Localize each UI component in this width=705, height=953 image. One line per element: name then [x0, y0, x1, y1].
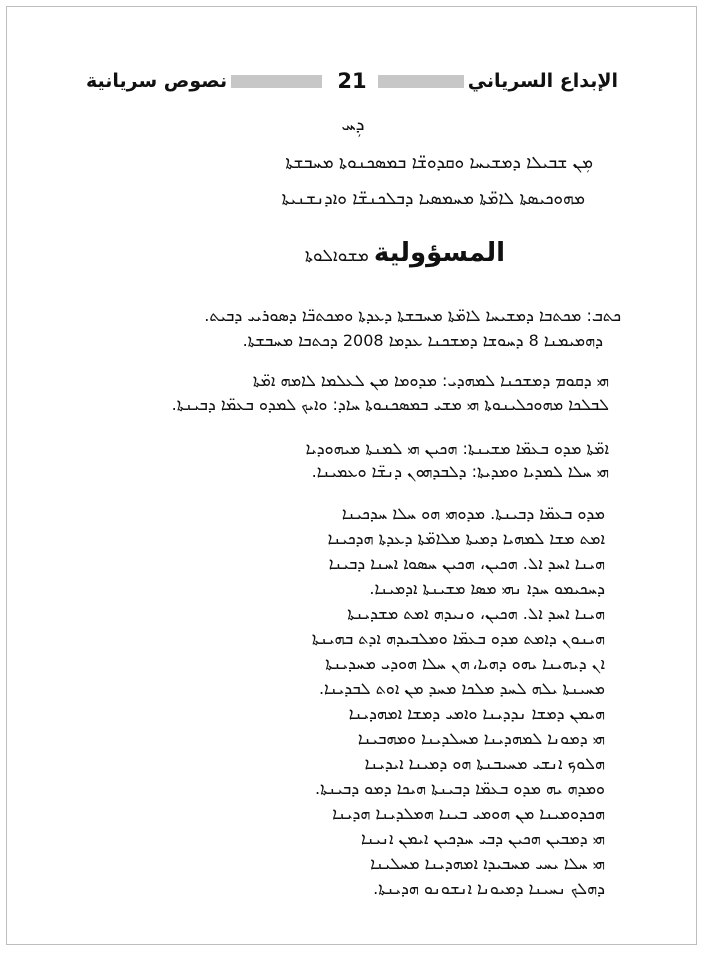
dateline-mid: ܕܚܘܫܐ ܕܡܫܟܢܐ ܥܕܡܐ — [388, 331, 524, 350]
body-line: ܐܡܬ ܡܫܐ ܠܡܗܝܐ ܕܡܝܬܐ ܡܠܐܡ̈ܬܐ ܕܥܕܬܐ ܗܕܟܝܢܐ — [327, 529, 605, 548]
body-line: ܗܝܢܐ ܐܚܕ ܐܠ. ܗܟܝܢ، ܗܟܝܢ ܚܣܘܐ ܐܚܢܐ ܕܒܝܢܐ — [328, 554, 605, 573]
body-line: ܐܢ ܕܝܗܝܢܐ ܝܗܘ ܕܗܝܐ، ܗܢ ܚܠܐ ܗܘܕܝ ܡܚܕܝܢܬܐ — [325, 654, 605, 673]
intro-line-2: ܡܗܘܟܝܣܬܐ ܠܐܡ̈ܬܐ ܡܚܡܣܝܐ ܕܒܠܟܢܫ̈ܐ ܘܐܕܢܫܢܝܬܐ — [281, 189, 585, 209]
body-line: ܐܡ̈ܬܐ ܡܕܘ ܒܥܡ̈ܐ ܡܫܝܢܬܐ: ܗܟܝܢ ܗܝ ܠܡܢܬܐ ܡܝܗܘܕܝܐ — [305, 439, 609, 458]
body-line: ܗܝ ܕܩܘܡ ܕܡܫܟܢܐ ܠܡܗܕܝ: ܡܕܘܡܐ ܡܢ ܠܥܠܡܐ ܠܐܡܗ ܐܡ̈ܬܐ — [252, 371, 609, 390]
dateline-day: 8 — [528, 331, 539, 350]
dateline-1: ܟܬܒ: ܡܟܬܒܐ ܕܡܫܝܚܐ ܠܐܡ̈ܬܐ ܡܚܒܫܬܐ ܕܥܕܬܐ ܘܡܟܬܒ̈ܐ ܕܣܘܪܝܝ ܕܒܝܬ. — [204, 306, 621, 325]
page-number: 21 — [337, 69, 367, 93]
body-line: ܕܗܠܟ ܢܚܝܢܐ ܕܡܝܘܢܐ ܐܢܫܘܢܘ ܗܕܝܢܬܐ. — [373, 879, 605, 898]
dateline-before: ܕܗܡܝܡܢܐ — [543, 331, 603, 350]
body-line: ܗܠܘܟ ܐܢܫܝ ܡܚܝܒܢܬܐ ܗܘ ܕܡܝܢܐ ܐܝܕܝܢܐ — [364, 754, 605, 773]
header-magazine-title: الإبداع السرياني — [464, 68, 622, 94]
header-section-title: نصوص سريانية — [82, 68, 231, 94]
body-line: ܘܡܕܗ ܝܗ ܡܕܘ ܒܥܡ̈ܐ ܕܒܝܢܬܐ ܗܝܟܐ ܕܡܘ ܕܒܝܢܬܐ. — [314, 779, 605, 798]
body-line: ܗܝ ܚܠܐ ܠܡܕܝܐ ܘܡܕܝܬܐ: ܕܠܒܕܗܘܢ ܕܢܫ̈ܐ ܘܥܡܝܢܐ. — [311, 462, 609, 481]
body-line: ܗܝܡܢ ܕܡܫܐ ܢܕܕܝܢܐ ܘܐܡܝ ܕܡܫܐ ܐܡܗܕܝܢܐ — [348, 704, 605, 723]
body-line: ܗܟܕܘܡܝܢܐ ܡܢ ܗܘܡܝ ܒܝܢܐ ܗܡܠܕܝܢܐ ܗܕܝܢܐ — [332, 804, 605, 823]
running-header — [82, 66, 622, 98]
body-line: ܡܚܝܢܬܐ ܝܠܗ ܠܚܕ ܡܠܟܐ ܡܚܕ ܡܢ ܐܘܬ ܠܒܕܝܢܐ. — [318, 679, 605, 698]
dateline-year: 2008 — [342, 331, 384, 350]
ornament-glyph: ܕܼܚ — [341, 114, 365, 135]
title-arabic: المسؤولية — [373, 238, 505, 268]
body-line: ܗܝܢܘܢ ܕܐܡܬ ܡܕܘ ܒܥܡ̈ܐ ܘܡܠܒܝܕܗ ܐܕܬ ܒܗܝܢܬܐ — [311, 629, 605, 648]
article-title — [305, 238, 505, 268]
body-line: ܕܚܟܝܡܘ ܚܕܐ ܢܗܝ ܡܣܐ ܡܫܝܢܬܐ ܐܕܡܝܢܐ. — [369, 579, 605, 598]
body-line: ܗܝܢܐ ܐܚܕ ܐܠ. ܗܟܝܢ، ܘܢܝܕܗ ܐܡܬ ܡܫܕܝܢܬܐ — [347, 604, 605, 623]
body-line: ܗܝ ܕܡܒܝܢ ܗܟܝܢ ܕܒܝ ܚܕܟܝܢ ܐܝܡܢ ܐܢܝܢܐ — [360, 829, 605, 848]
dateline-2 — [243, 330, 603, 352]
body-line: ܗܝ ܚܠܐ ܝܚܝ ܡܚܒܝܕܐ ܐܡܗܕܝܢܐ ܡܚܠܝܢܐ — [370, 854, 605, 873]
body-line: ܠܒܠܟܐ ܡܗܘܟܠܝܢܘܬܐ ܗܝ ܡܫܝ ܒܡܣܟܢܘܬܐ ܚܐܕ: ܘܐܝܟ ܠܡܕܘ ܒܥܡ̈ܐ ܕܒܝܢܬܐ. — [171, 395, 609, 414]
body-line: ܡܕܘ ܒܥܡ̈ܐ ܕܒܝܢܬܐ. ܡܕܘܗܝ ܗܘ ܚܠܐ ܚܕܟܝܢܐ — [341, 504, 605, 523]
intro-line-1: ܡܼܢ ܫܒܝܠܐ ܕܡܫܝܚܐ ܘܩܕܘܫ̈ܐ ܒܡܣܟܢܘܬܐ ܡܚܒܫܬܐ — [285, 153, 593, 173]
title-syriac: ܡܫܘܐܠܘܬܐ — [304, 246, 369, 266]
body-line: ܗܝ ܕܡܘܢܐ ܠܡܗܕܝܢܐ ܡܚܠܕܝܢܐ ܘܡܗܒܝܢܐ — [357, 729, 605, 748]
dateline-after: ܕܟܬܒܐ ܡܚܒܫܬܐ. — [242, 331, 338, 350]
